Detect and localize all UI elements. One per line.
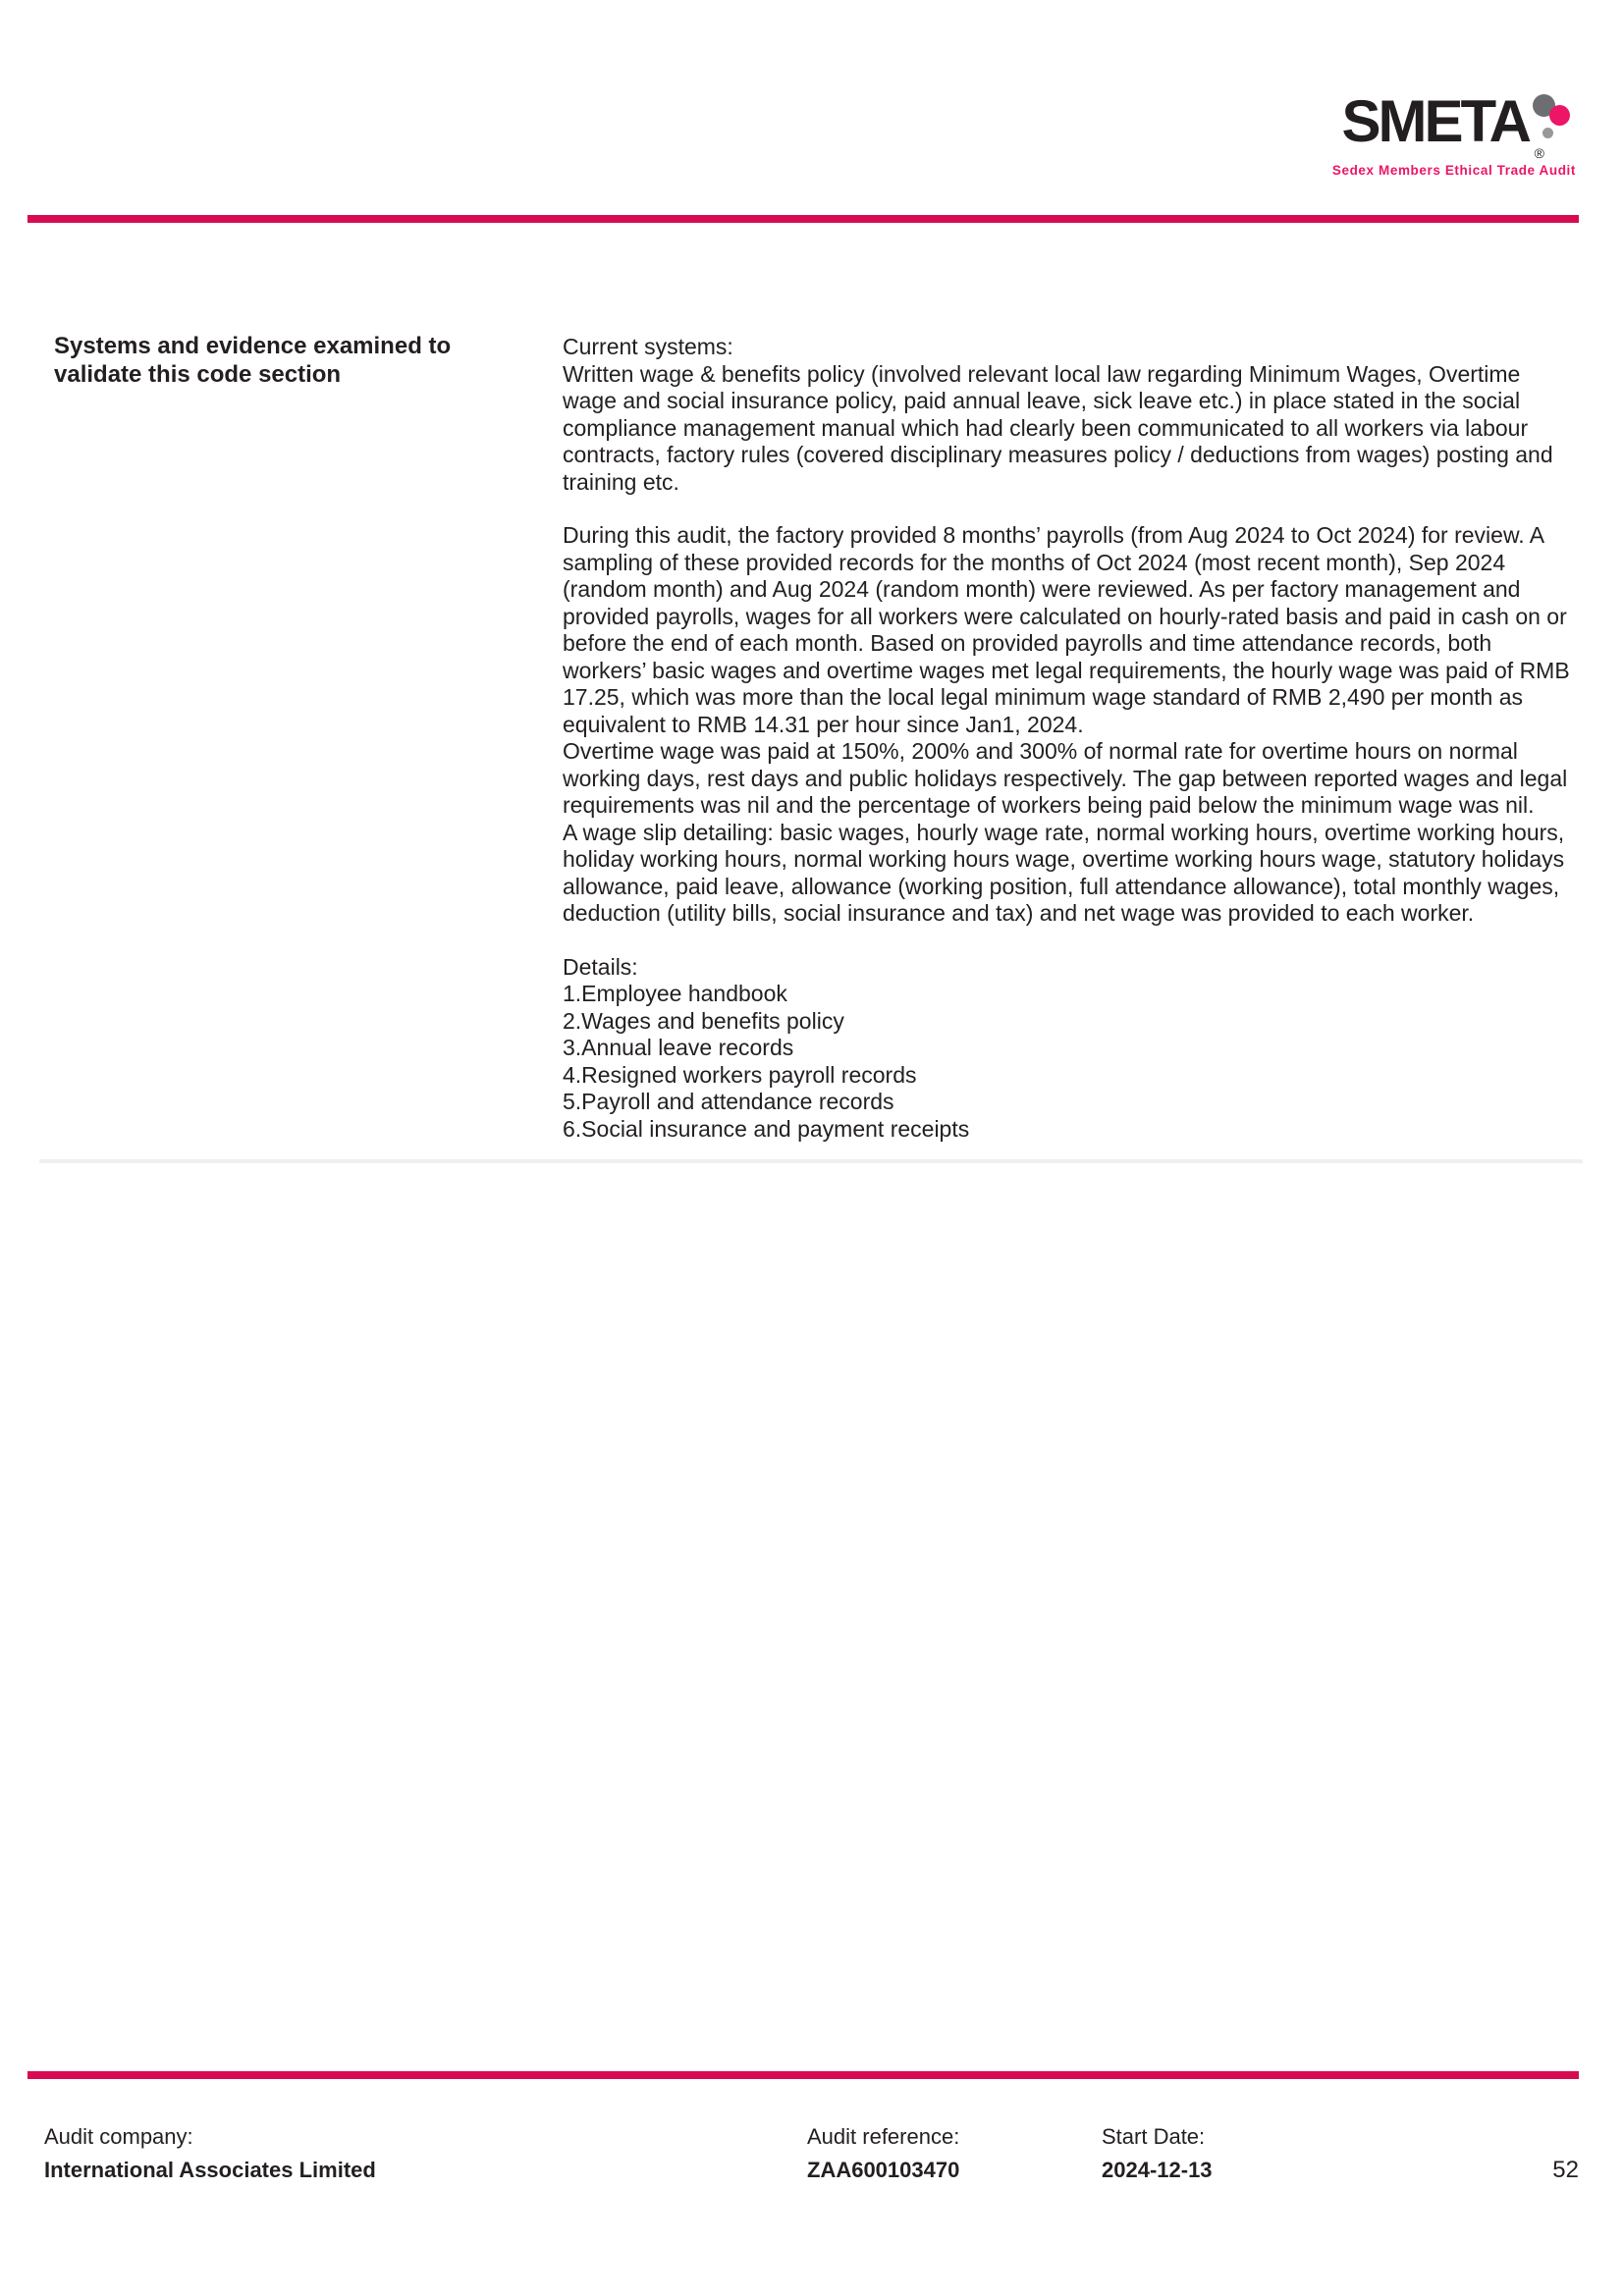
paragraph-line: 2.Wages and benefits policy — [563, 1007, 844, 1034]
logo-dot-light-icon — [1542, 128, 1553, 138]
paragraph-line: 6.Social insurance and payment receipts — [563, 1115, 970, 1142]
smeta-logo — [1332, 90, 1576, 178]
smeta-logo-row — [1332, 88, 1576, 161]
page-number: 52 — [1552, 2157, 1579, 2183]
section-divider — [39, 1159, 1583, 1163]
start-date-value: 2024-12-13 — [1102, 2158, 1213, 2182]
paragraph-line: 5.Payroll and attendance records — [563, 1089, 894, 1114]
paragraph-line: Details: — [563, 953, 638, 980]
logo-dot-pink-icon — [1549, 105, 1570, 126]
paragraph — [563, 334, 1579, 496]
header-rule — [27, 215, 1579, 223]
footer — [0, 2120, 1623, 2199]
smeta-wordmark: SMETA — [1341, 88, 1529, 154]
paragraph-line: 3.Annual leave records — [563, 1035, 794, 1060]
paragraph-line: Current systems: — [563, 334, 733, 359]
paragraph-line: A wage slip detailing: basic wages, hourly wage rate, normal working hours, overtime working hours, holiday working hours, normal working hours wage, overtime working hours wage, statutory holidays allowance, paid leave, allowance (working position, full attendance allowance), total monthly wages, deduction (utility bills, social insurance and tax) and net wage was provided to each worker. — [563, 819, 1565, 926]
audit-company-label: Audit company: — [44, 2124, 193, 2149]
start-date-label: Start Date: — [1102, 2124, 1206, 2149]
smeta-tagline: Sedex Members Ethical Trade Audit — [1331, 163, 1576, 178]
paragraph-line: Overtime wage was paid at 150%, 200% and 300% of normal rate for overtime hours on normal working days, rest days and public holidays respectively. The gap between reported wages and legal requirements was nil and the percentage of workers being paid below the minimum wage was nil. — [563, 738, 1568, 818]
paragraph-line: Written wage & benefits policy (involved relevant local law regarding Minimum Wages, Overtime wage and social insurance policy, paid annual leave, sick leave etc.) in place stated in the social compliance management manual which had clearly been communicated to all workers via labour contracts, factory rules (covered disciplinary measures policy / deductions from wages) posting and training etc. — [563, 360, 1553, 495]
right-column — [563, 334, 1579, 1143]
smeta-logo-dots-icon — [1531, 90, 1576, 151]
registered-trademark-symbol: ® — [1534, 145, 1544, 161]
footer-audit-company — [44, 2120, 376, 2187]
footer-start-date — [1102, 2120, 1213, 2187]
paragraph-line: 1.Employee handbook — [563, 981, 787, 1006]
footer-audit-reference — [807, 2120, 959, 2187]
footer-rule — [27, 2071, 1579, 2079]
section-heading: Systems and evidence examined to validate this code section — [54, 333, 452, 388]
audit-company-value: International Associates Limited — [44, 2158, 376, 2182]
paragraph-line: 4.Resigned workers payroll records — [563, 1061, 917, 1088]
paragraph-line: During this audit, the factory provided 8 months’ payrolls (from Aug 2024 to Oct 2024) for review. A sampling of these provided records for the months of Oct 2024 (most recent month), Sep 2024 (random month) and Aug 2024 (random month) were reviewed. As per factory management and provided payrolls, wages for all workers were calculated on hourly-rated basis and paid in cash on or before the end of each month. Based on provided payrolls and time attendance records, both workers’ basic wages and overtime wages met legal requirements, the hourly wage was paid of RMB 17.25, which was more than the local legal minimum wage standard of RMB 2,490 per month as equivalent to RMB 14.31 per hour since Jan1, 2024. — [563, 522, 1570, 737]
paragraph — [563, 522, 1579, 928]
audit-reference-value: ZAA600103470 — [807, 2158, 960, 2182]
audit-reference-label: Audit reference: — [807, 2124, 960, 2149]
paragraph — [563, 954, 1579, 1144]
